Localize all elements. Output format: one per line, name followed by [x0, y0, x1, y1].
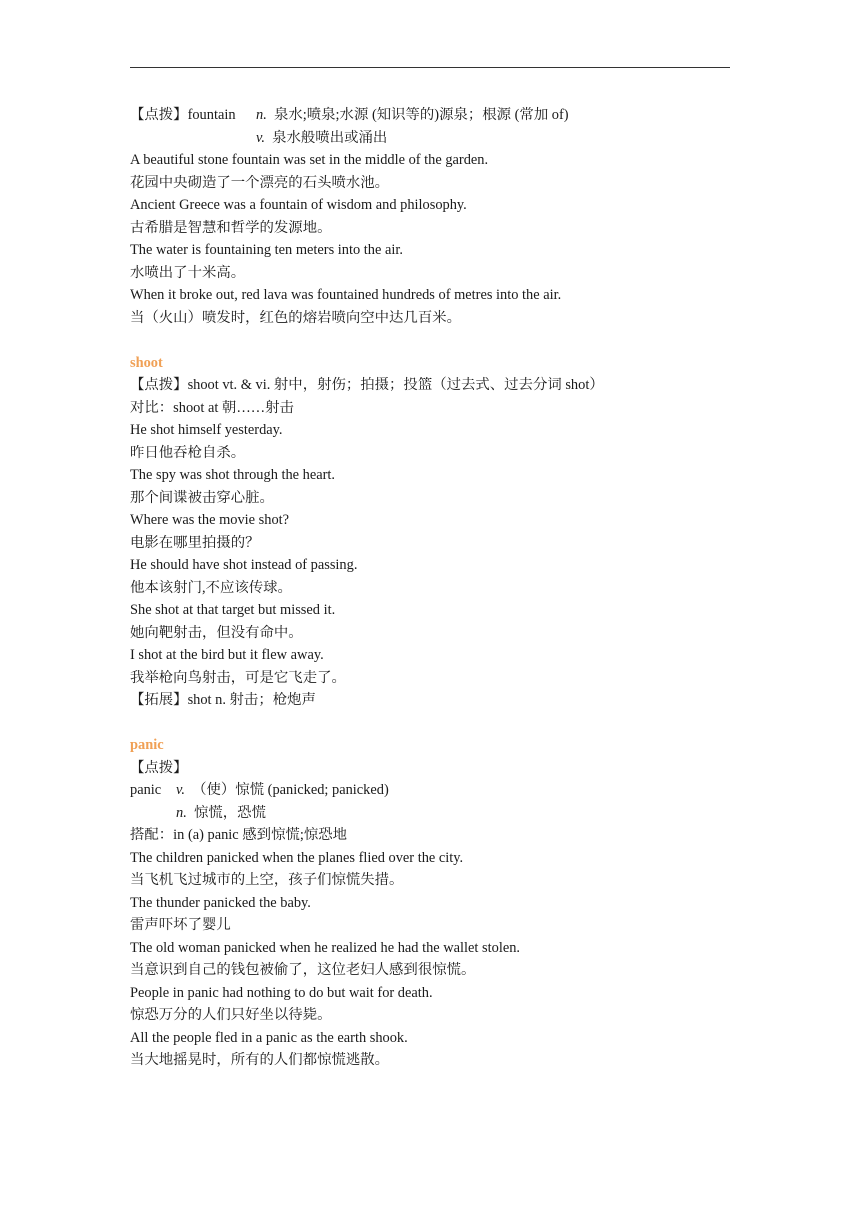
pos-noun: n. — [176, 804, 187, 821]
pos-verb: v. — [256, 129, 265, 146]
entry-heading-shoot: shoot — [130, 354, 163, 371]
example-en: The thunder panicked the baby. — [130, 894, 311, 911]
example-zh: 当飞机飞过城市的上空，孩子们惊慌失措。 — [130, 872, 404, 888]
panic-label: 【点拨】 — [130, 759, 188, 776]
document-body — [130, 104, 750, 1072]
example-en: The old woman panicked when he realized he had the wallet stolen. — [130, 939, 521, 956]
example-en: She shot at that target but missed it. — [130, 602, 336, 618]
pos-verb: v. — [176, 782, 185, 798]
example-zh: 惊恐万分的人们只好坐以待毙。 — [130, 1007, 332, 1023]
pos-noun: n. — [256, 107, 267, 123]
example-en: He should have shot instead of passing. — [130, 557, 358, 573]
section-spacer — [130, 329, 750, 352]
example-zh: 电影在哪里拍摄的？ — [130, 534, 260, 551]
example-en: A beautiful stone fountain was set in the middle of the garden. — [130, 152, 489, 168]
definition-text: 泉水般喷出或涌出 — [272, 129, 388, 146]
example-zh: 花园中央砌造了一个漂亮的石头喷水池。 — [130, 174, 390, 191]
example-zh: 那个间谍被击穿心脏。 — [130, 489, 274, 506]
definition-text: （使）惊慌 (panicked; panicked) — [192, 782, 389, 798]
example-en: The spy was shot through the heart. — [130, 467, 336, 483]
panic-noun-definition — [130, 802, 750, 825]
example-en: The water is fountaining ten meters into the air. — [130, 242, 403, 258]
entry-heading-panic: panic — [130, 737, 164, 753]
definition-text: 惊慌，恐慌 — [194, 804, 266, 821]
example-zh: 当意识到自己的钱包被偷了，这位老妇人感到很惊慌。 — [130, 962, 476, 978]
example-en: He shot himself yesterday. — [130, 422, 283, 438]
fountain-noun-definition — [130, 104, 750, 127]
panic-verb-definition — [130, 779, 750, 802]
shoot-extension: 【拓展】shot n. 射击；枪炮声 — [130, 692, 316, 708]
fountain-label: 【点拨】fountain — [130, 107, 236, 123]
panic-word: panic — [130, 782, 162, 798]
shoot-definition: 【点拨】shoot vt. & vi. 射中，射伤；拍摄；投篮（过去式、过去分词 shot） — [130, 377, 604, 393]
example-zh: 水喷出了十米高。 — [130, 264, 246, 281]
example-en: People in panic had nothing to do but wait for death. — [130, 984, 433, 1001]
section-spacer — [130, 712, 750, 735]
header-rule — [130, 67, 730, 68]
example-en: When it broke out, red lava was fountained hundreds of metres into the air. — [130, 287, 562, 303]
example-en: I shot at the bird but it flew away. — [130, 647, 324, 663]
fountain-verb-definition — [130, 127, 750, 150]
shoot-contrast: 对比：shoot at 朝……射击 — [130, 399, 294, 416]
example-zh: 她向靶射击，但没有命中。 — [130, 624, 303, 641]
example-zh: 他本该射门,不应该传球。 — [130, 579, 292, 596]
example-zh: 我举枪向鸟射击，可是它飞走了。 — [130, 669, 346, 686]
example-en: Ancient Greece was a fountain of wisdom and philosophy. — [130, 197, 467, 213]
definition-text: 泉水;喷泉;水源 (知识等的)源泉；根源 (常加 of) — [274, 107, 569, 123]
panic-collocation: 搭配：in (a) panic 感到惊慌;惊恐地 — [130, 827, 348, 843]
example-en: Where was the movie shot? — [130, 512, 290, 528]
example-en: The children panicked when the planes flied over the city. — [130, 849, 464, 866]
example-zh: 当大地摇晃时，所有的人们都惊慌逃散。 — [130, 1052, 390, 1068]
example-zh: 昨日他吞枪自杀。 — [130, 444, 246, 461]
example-zh: 当（火山）喷发时，红色的熔岩喷向空中达几百米。 — [130, 309, 461, 326]
example-zh: 古希腊是智慧和哲学的发源地。 — [130, 219, 332, 236]
example-en: All the people fled in a panic as the earth shook. — [130, 1029, 408, 1046]
example-zh: 雷声吓坏了婴儿 — [130, 917, 231, 933]
